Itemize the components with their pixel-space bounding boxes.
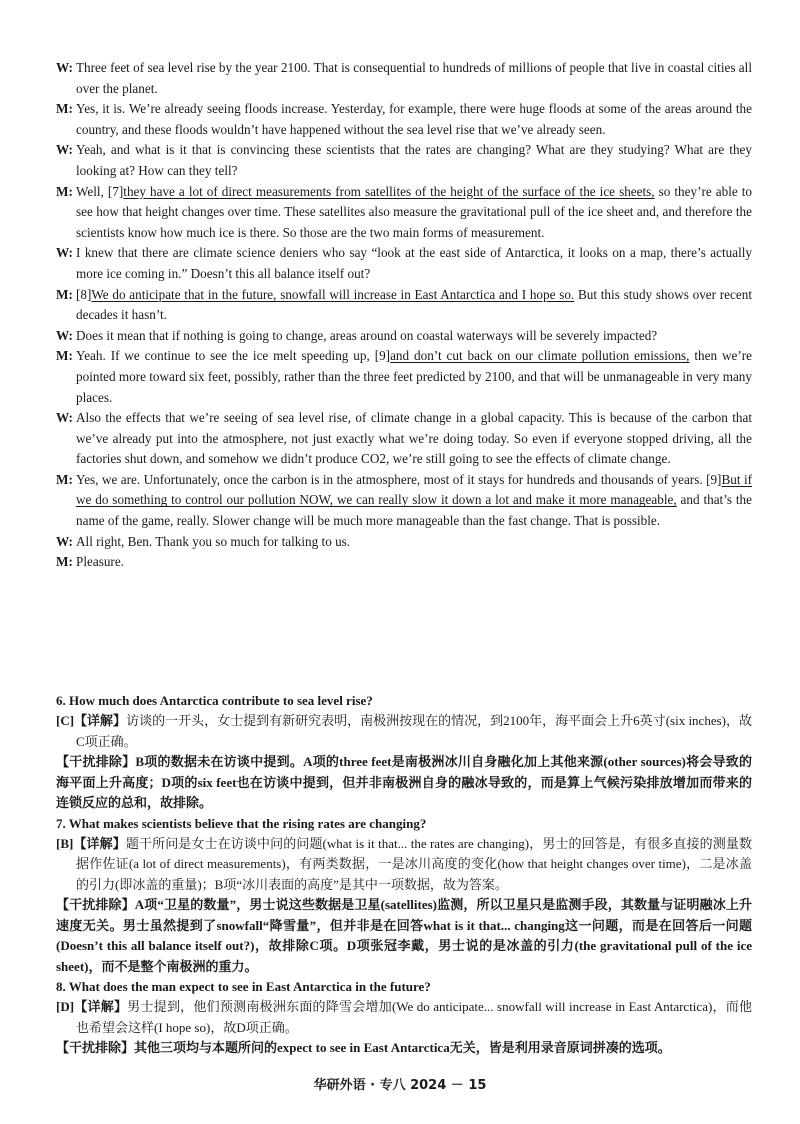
dialogue-turn [56,140,752,181]
speaker-label: M: [56,471,73,487]
dialogue-turn [56,346,752,408]
underlined-evidence: and don’t cut back on our climate pollution emissions, [390,348,690,364]
dialogue-text: Three feet of sea level rise by the year 2100. That is consequential to hundreds of millions of people that live in coastal cities all over the planet. [76,60,752,96]
answer-explanation [56,711,752,752]
page-footer: 华研外语 · 专八 2024 － 15 [313,1078,487,1093]
dialogue-text: Yeah, and what is it that is convincing these scientists that the rates are changing? What are they studying? What are they looking at? How can they tell? [76,142,752,178]
speaker-label: W: [56,410,73,426]
dialogue-turn [56,182,752,244]
speaker-label: W: [56,142,73,158]
speaker-label: W: [56,60,73,75]
underlined-evidence: We do anticipate that in the future, snowfall will increase in East Antarctica and I hope so. [91,286,575,302]
speaker-label: W: [56,533,73,549]
speaker-label: M: [56,286,73,302]
dialogue-turn [56,532,752,553]
dialogue-text: Also the effects that we’re seeing of sea level rise, of climate change in a global capacity. This is because of the carbon that we’ve already put into the atmosphere, not just exactly what we’re doing today. So even if everyone stopped driving, all the factories shut down, and somehow we didn’t produce CO2, we’re still going to see the effects of climate change. [76,410,752,467]
dialogue-turn [56,99,752,140]
question-title: 7. What makes scientists believe that the rising rates are changing? [56,815,427,831]
answer-text: 访谈的一开头，女士提到有新研究表明，南极洲按现在的情况，到2100年，海平面会上升6英寸(six inches)，故C项正确。 [76,713,752,749]
dialogue-turn [56,58,752,99]
answer-tag: [C]【详解】 [56,713,127,728]
dialogue-turn [56,552,752,573]
dialogue-text: Yes, it is. We’re already seeing floods increase. Yesterday, for example, there were huge floods at some of the areas around the country, and these floods wouldn’t have happened without the sea level rise that we’ve already seen. [76,101,752,137]
underlined-evidence: they have a lot of direct measurements from satellites of the height of the surface of the ice sheets, [123,183,655,199]
dialogue-transcript [56,58,752,573]
dialogue-text: Well, [7] [76,183,124,199]
dialogue-turn [56,243,752,284]
dialogue-text: and that’s the name of the game, really. Slower change will be much more manageable than the fast change. That is possible. [76,492,752,529]
answer-text: 题干所问是女士在访谈中问的问题(what is it that... the rates are changing)，男士的回答是，有很多直接的测量数据作佐证(a lot of direct measurements)，有两类数据，一是冰川高度的变化(how that height changes over time)，二是冰盖的引力(即冰盖的重量)；B项“冰川表面的高度”是其中一项数据，故为答案。 [76,835,752,892]
speaker-label: W: [56,327,73,343]
speaker-label: M: [56,183,73,199]
dialogue-text: so they’re able to see how that height changes over time. These satellites also measure the gravitational pull of the ice sheet and, and therefore the scientists know how much ice is there. So those are the two main forms of measurement. [76,183,752,240]
dialogue-text: But this study shows over recent decades it hasn’t. [76,286,752,323]
dialogue-turn [56,285,752,326]
dialogue-turn [56,326,752,347]
distractor-analysis: 【干扰排除】B项的数据未在访谈中提到。A项的three feet是南极洲冰川自身融化加上其他来源(other sources)将会导致的海平面上升高度；D项的six feet也在访谈中提到，但并非南极洲自身的融冰导致的，而是算上气候污染排放增加而带来的连锁反应的总和，故排除。 [56,754,752,810]
dialogue-text: All right, Ben. Thank you so much for talking to us. [76,533,351,549]
answer-explanation [56,834,752,896]
distractor-analysis: 【干扰排除】A项“卫星的数量”，男士说这些数据是卫星(satellites)监测，所以卫星只是监测手段，其数量与证明融冰上升速度无关。男士虽然提到了snowfall“降雪量”，但并非是在回答what is it that... changing这一问题，而是在回答后一问题(Doesn’t this all balance itself out?)，故排除C项。D项张冠李戴，男士说的是冰盖的引力(the gravitational pull of the ice sheet)，而不是整个南极洲的重力。 [56,897,752,974]
speaker-label: M: [56,101,73,117]
answer-explanation [56,997,752,1038]
dialogue-text: Does it mean that if nothing is going to change, areas around on coastal waterways will be severely impacted? [76,327,658,343]
questions-section [56,691,752,1059]
answer-tag: [B]【详解】 [56,835,126,851]
dialogue-turn [56,408,752,470]
dialogue-turn [56,470,752,532]
underlined-evidence: But if we do something to control our pollution NOW, we can really slow it down a lot and make it more manageable, [76,471,753,508]
question-title: 8. What does the man expect to see in East Antarctica in the future? [56,979,431,994]
speaker-label: W: [56,245,73,261]
question-title: 6. How much does Antarctica contribute to sea level rise? [56,693,373,708]
speaker-label: M: [56,348,73,364]
dialogue-text: Yes, we are. Unfortunately, once the carbon is in the atmosphere, most of it stays for hundreds and thousands of years. [9] [76,471,722,487]
dialogue-text: then we’re pointed more toward six feet, possibly, rather than the three feet predicted by 2100, and that will be unmanageable in very many places. [76,348,753,405]
speaker-label: M: [56,554,73,570]
answer-text: 男士提到，他们预测南极洲东面的降雪会增加(We do anticipate... snowfall will increase in East Antarctica)，而他也希望会这样(I hope so)，故D项正确。 [76,999,752,1035]
dialogue-text: [8] [76,286,92,302]
dialogue-text: I knew that there are climate science deniers who say “look at the east side of Antarctica, it looks on a map, there’s actually more ice coming in.” Doesn’t this all balance itself out? [76,245,752,281]
dialogue-text: Pleasure. [76,554,124,570]
answer-tag: [D]【详解】 [56,999,128,1014]
distractor-analysis: 【干扰排除】其他三项均与本题所问的expect to see in East Antarctica无关，皆是利用录音原词拼凑的选项。 [56,1040,671,1055]
dialogue-text: Yeah. If we continue to see the ice melt speeding up, [9] [76,348,391,364]
